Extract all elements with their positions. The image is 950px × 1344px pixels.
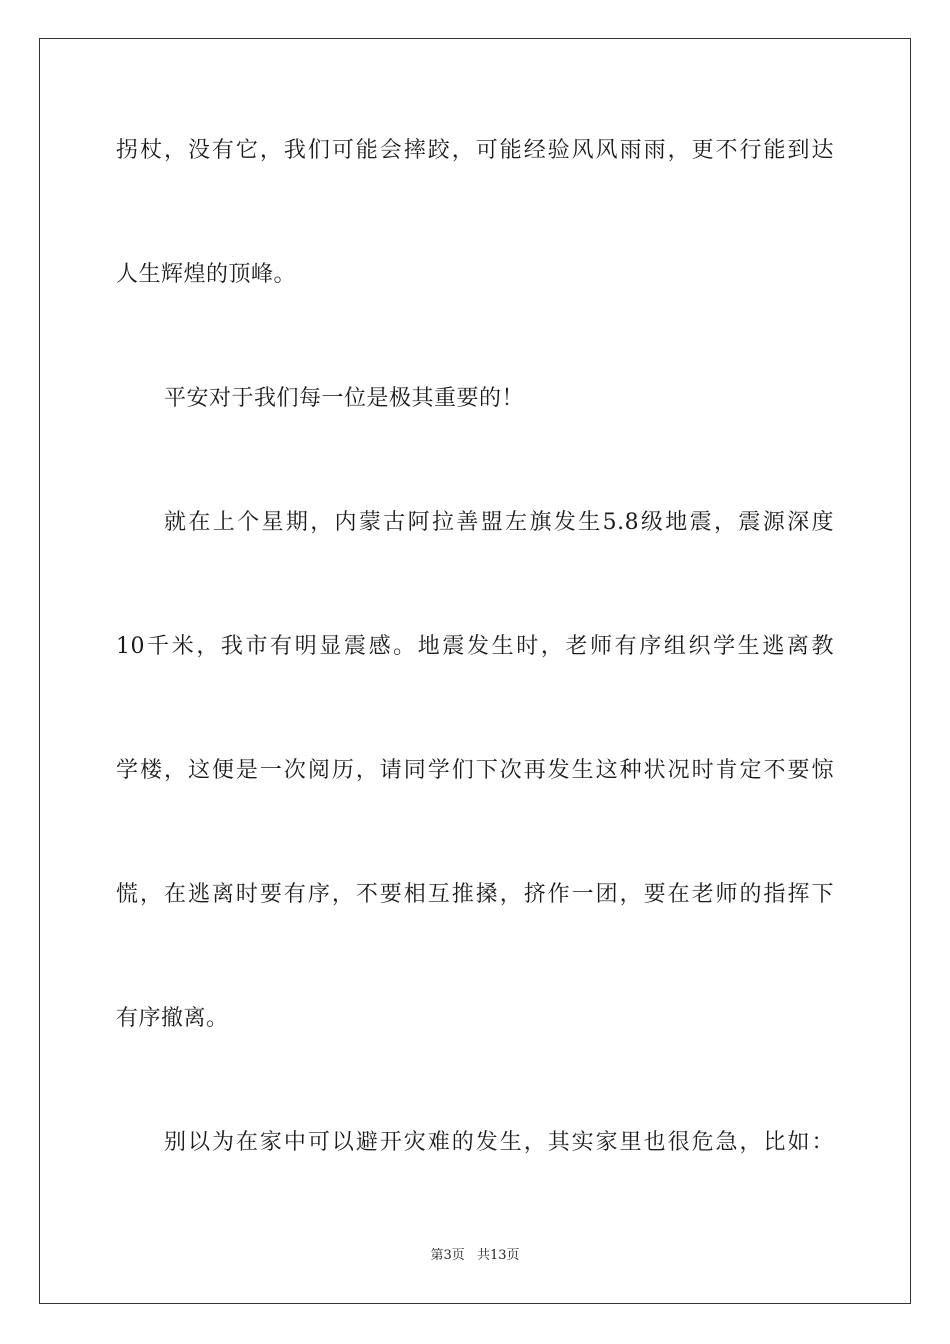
paragraph-line: 就在上个星期，内蒙古阿拉善盟左旗发生5.8级地震，震源深度 [164,510,834,535]
text-line: 有序撤离。 [116,1006,229,1031]
text-line: 学楼，这便是一次阅历，请同学们下次再发生这种状况时肯定不要惊 [116,758,834,783]
page-frame [39,38,911,1304]
page-total: 共13页 [476,1248,520,1263]
paragraph-line: 平安对于我们每一位是极其重要的！ [164,386,525,411]
text-line: 拐杖，没有它，我们可能会摔跤，可能经验风风雨雨，更不行能到达 [116,138,834,163]
page-footer [0,1247,950,1265]
text-line: 10千米，我市有明显震感。地震发生时，老师有序组织学生逃离教 [116,634,834,659]
page-number: 第3页 [430,1248,465,1263]
text-line: 慌，在逃离时要有序，不要相互推搡，挤作一团，要在老师的指挥下 [116,882,834,907]
paragraph-line: 别以为在家中可以避开灾难的发生，其实家里也很危急，比如： [164,1130,834,1155]
text-line: 人生辉煌的顶峰。 [116,262,297,287]
